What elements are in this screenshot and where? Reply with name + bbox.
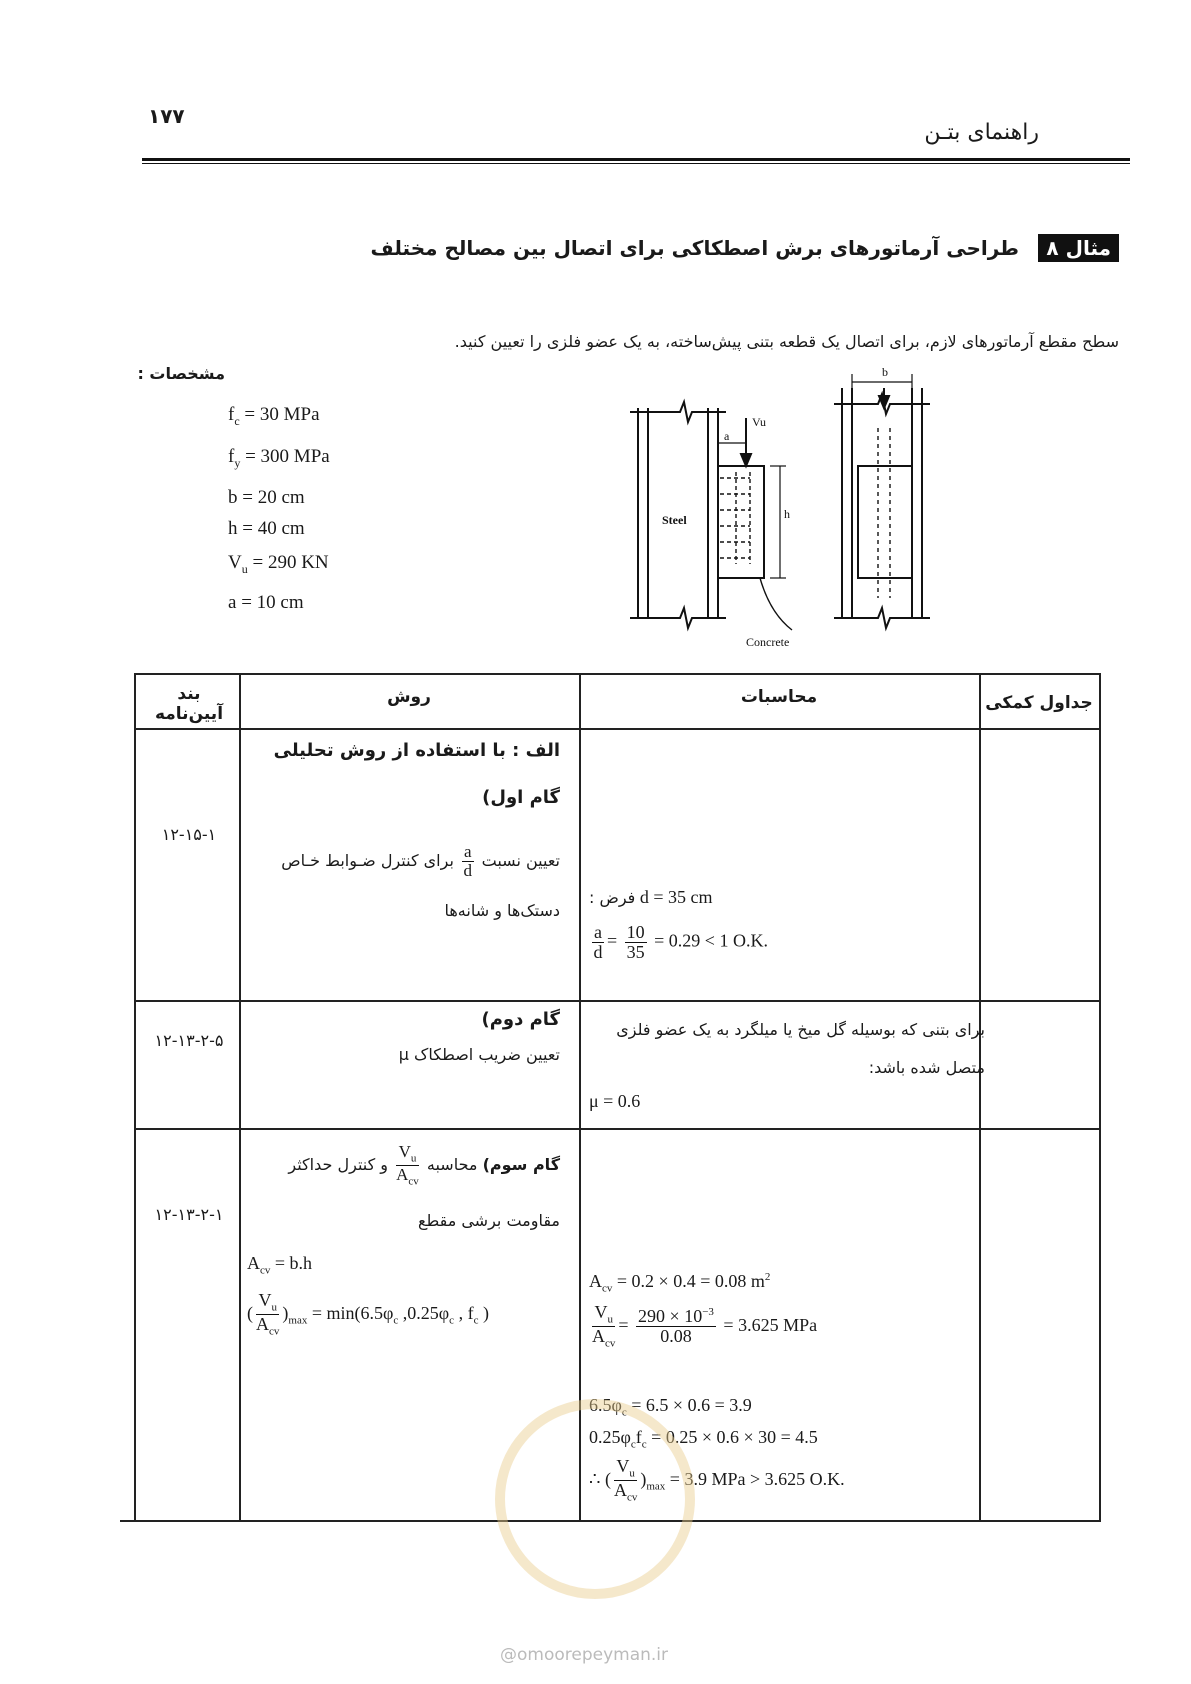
col-divider-2 [579, 673, 581, 1522]
table-right-border [1099, 673, 1101, 1522]
row-divider-1 [134, 1000, 1101, 1002]
row1-method-line: تعیین نسبت $\frac{a}{d}$ برای کنترل ضـوابط خـاص [281, 842, 560, 880]
row1-ratio-calc: $\frac{a}{d}$ = $\frac{10}{35}$ = 0.29 < 1 O.K. [593, 922, 768, 962]
row1-step: گام اول) [482, 787, 560, 808]
calc-line-1: $6.5\varphi_c = 6.5 \times 0.6 = 3.9$ [589, 1395, 752, 1419]
watermark-site: @omoorepeyman.ir [500, 1645, 669, 1665]
row2-step: گام دوم) [481, 1009, 560, 1030]
example-badge: مثال ۸ [1038, 234, 1119, 262]
table-top-border [134, 673, 1101, 675]
row2-mu: μ = 0.6 [589, 1091, 641, 1111]
row3-method-cont: مقاومت برشی مقطع [417, 1211, 560, 1230]
page-number: ۱۷۷ [148, 104, 185, 128]
acv-formula: $A_{cv} = b.h$ [247, 1253, 313, 1277]
spec-b: b = 20 cm [228, 487, 305, 508]
example-title: طراحی آرماتورهای برش اصطکاکی برای اتصال بین مصالح مختلف [370, 236, 1019, 260]
header-rule-thin [142, 163, 1130, 164]
problem-statement: سطح مقطع آرماتورهای لازم، برای اتصال یک قطعه بتنی پیش‌ساخته، به یک عضو فلزی را تعیین کنید. [454, 332, 1119, 351]
header-method: روش [387, 687, 431, 707]
label-vu: Vu [752, 415, 766, 429]
header-rule [142, 158, 1130, 161]
calc-line-3: ∴ ( $\frac{V_u}{A_{cv}}$ )$_{max} = 3.9$ MPa > 3.625 O.K. [589, 1456, 845, 1504]
book-title: راهنمای بتـن [924, 120, 1039, 145]
table-left-border [134, 673, 136, 1522]
label-concrete: Concrete [746, 635, 790, 649]
row3-method-line: گام سوم) محاسبه $\frac{V_u}{A_{cv}}$ و کنترل حداکثر [288, 1142, 560, 1188]
vu-acv-fraction: $\frac{V_u}{A_{cv}}$ [396, 1142, 419, 1188]
row3-clause: ۱۲-۱۳-۲-۱ [154, 1205, 224, 1224]
ratio-fraction: $\frac{a}{d}$ [463, 842, 473, 880]
header-aux: جداول کمکی [985, 693, 1093, 713]
row1-assume: : فرض d = 35 cm [589, 887, 713, 907]
row2-method: تعیین ضریب اصطکاک μ [398, 1045, 560, 1064]
row2-calc-text: برای بتنی که بوسیله گل میخ یا میلگرد به یک عضو فلزی متصل شده باشد: [616, 1020, 985, 1078]
row1-method-cont: دستک‌ها و شانه‌ها [444, 901, 560, 920]
header-clause: بند آیین‌نامه [154, 684, 224, 724]
connection-diagram [620, 368, 940, 658]
header-calc: محاسبات [740, 687, 818, 707]
specs-label: مشخصات : [137, 364, 225, 383]
spec-a: a = 10 cm [228, 592, 304, 613]
max-formula: ( $\frac{V_u}{A_{cv}}$ )$_{max} = \min(6.5\varphi_c$ $,0.25\varphi_c$ , $f_c$ ) [247, 1290, 489, 1338]
label-a: a [724, 429, 730, 443]
spec-fc: $f_c = 30$ MPa [228, 404, 320, 428]
row1-section: الف : با استفاده از روش تحلیلی [273, 740, 560, 761]
label-h: h [784, 507, 790, 521]
watermark-seal [495, 1399, 695, 1599]
label-steel: Steel [662, 513, 687, 527]
label-b: b [882, 368, 888, 379]
row-divider-2 [134, 1128, 1101, 1130]
vu-acv-calc: $\frac{V_u}{A_{cv}}$ = $\frac{290 \times 10^{-3}}{0.08}$ = 3.625 MPa [592, 1302, 818, 1350]
spec-h: h = 40 cm [228, 518, 305, 539]
calc-line-2: $0.25\varphi_cf_c = 0.25 \times 0.6 \times 30 = 4.5$ [589, 1427, 818, 1451]
calculation-table [120, 673, 1113, 1522]
table-header-border [134, 728, 1101, 730]
col-divider-3 [979, 673, 981, 1522]
spec-fy: $f_y = 300$ MPa [228, 446, 330, 470]
row2-clause: ۱۲-۱۳-۲-۵ [154, 1031, 224, 1050]
spec-vu: $V_u = 290$ KN [228, 552, 329, 576]
row1-clause: ۱۲-۱۵-۱ [161, 825, 217, 844]
acv-value: $A_{cv} = 0.2 \times 0.4 = 0.08$ $m^2$ [589, 1271, 771, 1295]
